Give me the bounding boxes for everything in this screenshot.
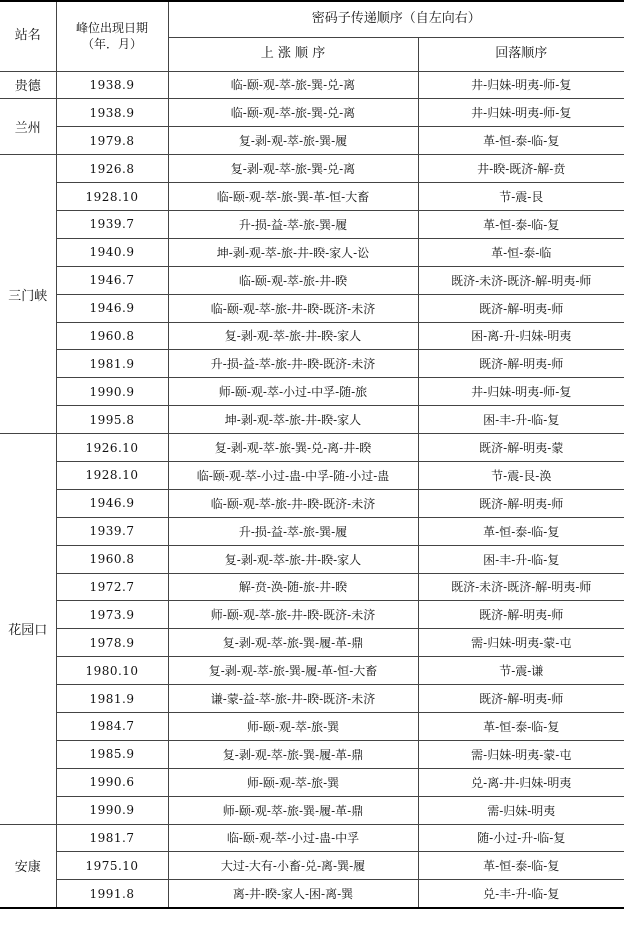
peak-date-cell: 1981.9 [56, 350, 168, 378]
peak-date-cell: 1939.7 [56, 210, 168, 238]
falling-order-cell: 需-归妹-明夷-蒙-屯 [418, 740, 624, 768]
table-row [0, 712, 624, 740]
falling-order-cell: 井-睽-既济-解-贲 [418, 155, 624, 183]
rising-order-cell: 临-颐-观-萃-旅-巽-革-恒-大畜 [168, 183, 418, 211]
falling-order-cell: 需-归妹-明夷-蒙-屯 [418, 629, 624, 657]
table-row [0, 406, 624, 434]
falling-order-cell: 兑-离-井-归妹-明夷 [418, 768, 624, 796]
table-row [0, 880, 624, 908]
rising-order-cell: 坤-剥-观-萃-旅-井-睽-家人-讼 [168, 238, 418, 266]
rising-order-cell: 解-贲-涣-随-旅-井-睽 [168, 573, 418, 601]
falling-order-cell: 既济-解-明夷-师 [418, 294, 624, 322]
station-name-cell: 三门峡 [0, 155, 56, 434]
peak-date-cell: 1940.9 [56, 238, 168, 266]
falling-order-cell: 兑-丰-升-临-复 [418, 880, 624, 908]
peak-date-cell: 1939.7 [56, 517, 168, 545]
rising-order-cell: 临-颐-观-萃-旅-井-睽 [168, 266, 418, 294]
table-row [0, 852, 624, 880]
rising-order-cell: 临-颐-观-萃-小过-蛊-中孚 [168, 824, 418, 852]
table-row [0, 99, 624, 127]
peak-date-cell: 1926.10 [56, 434, 168, 462]
rising-order-cell: 临-颐-观-萃-旅-井-睽-既济-未济 [168, 489, 418, 517]
falling-order-cell: 革-恒-泰-临-复 [418, 210, 624, 238]
header-sequence-group: 密码子传递顺序（自左向右） [168, 1, 624, 37]
rising-order-cell: 坤-剥-观-萃-旅-井-睽-家人 [168, 406, 418, 434]
table-row [0, 434, 624, 462]
table-row [0, 461, 624, 489]
peak-date-cell: 1985.9 [56, 740, 168, 768]
table-row [0, 629, 624, 657]
peak-date-cell: 1960.8 [56, 545, 168, 573]
table-row [0, 294, 624, 322]
falling-order-cell: 既济-解-明夷-蒙 [418, 434, 624, 462]
falling-order-cell: 井-归妹-明夷-师-复 [418, 378, 624, 406]
peak-date-cell: 1990.6 [56, 768, 168, 796]
peak-date-cell: 1980.10 [56, 657, 168, 685]
falling-order-cell: 井-归妹-明夷-师-复 [418, 71, 624, 99]
falling-order-cell: 革-恒-泰-临-复 [418, 517, 624, 545]
falling-order-cell: 需-归妹-明夷 [418, 796, 624, 824]
table-row [0, 657, 624, 685]
falling-order-cell: 既济-未济-既济-解-明夷-师 [418, 573, 624, 601]
falling-order-cell: 革-恒-泰-临 [418, 238, 624, 266]
falling-order-cell: 革-恒-泰-临-复 [418, 852, 624, 880]
rising-order-cell: 师-颐-观-萃-旅-井-睽-既济-未济 [168, 601, 418, 629]
table-row [0, 768, 624, 796]
falling-order-cell: 既济-未济-既济-解-明夷-师 [418, 266, 624, 294]
falling-order-cell: 革-恒-泰-临-复 [418, 712, 624, 740]
rising-order-cell: 师-颐-观-萃-旅-巽 [168, 768, 418, 796]
header-falling-order: 回落顺序 [418, 37, 624, 71]
peak-date-cell: 1991.8 [56, 880, 168, 908]
peak-date-cell: 1979.8 [56, 127, 168, 155]
peak-date-cell: 1926.8 [56, 155, 168, 183]
table-row [0, 378, 624, 406]
table-row [0, 489, 624, 517]
table-row [0, 573, 624, 601]
table-row [0, 601, 624, 629]
peak-date-cell: 1978.9 [56, 629, 168, 657]
table-row [0, 350, 624, 378]
table-row [0, 796, 624, 824]
peak-date-cell: 1938.9 [56, 99, 168, 127]
table-row [0, 824, 624, 852]
falling-order-cell: 井-归妹-明夷-师-复 [418, 99, 624, 127]
peak-date-cell: 1975.10 [56, 852, 168, 880]
header-peak-date-line2: （年．月） [81, 37, 142, 52]
falling-order-cell: 困-离-升-归妹-明夷 [418, 322, 624, 350]
peak-date-cell: 1928.10 [56, 461, 168, 489]
rising-order-cell: 升-损-益-萃-旅-井-睽-既济-未济 [168, 350, 418, 378]
falling-order-cell: 节-震-艮-涣 [418, 461, 624, 489]
rising-order-cell: 复-剥-观-萃-旅-巽-履-革-鼎 [168, 629, 418, 657]
station-name-cell: 花园口 [0, 434, 56, 824]
rising-order-cell: 临-颐-观-萃-小过-蛊-中孚-随-小过-蛊 [168, 461, 418, 489]
rising-order-cell: 复-剥-观-萃-旅-井-睽-家人 [168, 545, 418, 573]
rising-order-cell: 升-损-益-萃-旅-巽-履 [168, 517, 418, 545]
falling-order-cell: 困-丰-升-临-复 [418, 406, 624, 434]
rising-order-cell: 临-颐-观-萃-旅-井-睽-既济-未济 [168, 294, 418, 322]
table-row [0, 155, 624, 183]
rising-order-cell: 师-颐-观-萃-旅-巽 [168, 712, 418, 740]
station-name-cell: 安康 [0, 824, 56, 908]
rising-order-cell: 师-颐-观-萃-旅-巽-履-革-鼎 [168, 796, 418, 824]
peak-date-cell: 1946.7 [56, 266, 168, 294]
station-name-cell: 贵德 [0, 71, 56, 99]
rising-order-cell: 复-剥-观-萃-旅-巽-履-革-恒-大畜 [168, 657, 418, 685]
rising-order-cell: 大过-大有-小畜-兑-离-巽-履 [168, 852, 418, 880]
rising-order-cell: 复-剥-观-萃-旅-巽-兑-离 [168, 155, 418, 183]
table-row [0, 183, 624, 211]
peak-date-cell: 1973.9 [56, 601, 168, 629]
falling-order-cell: 既济-解-明夷-师 [418, 350, 624, 378]
table-row [0, 266, 624, 294]
table-row [0, 238, 624, 266]
peak-date-cell: 1981.7 [56, 824, 168, 852]
rising-order-cell: 离-井-睽-家人-困-离-巽 [168, 880, 418, 908]
rising-order-cell: 临-颐-观-萃-旅-巽-兑-离 [168, 99, 418, 127]
header-peak-date-line1: 峰位出现日期 [75, 21, 148, 36]
table-row [0, 545, 624, 573]
rising-order-cell: 复-剥-观-萃-旅-井-睽-家人 [168, 322, 418, 350]
falling-order-cell: 节-震-艮 [418, 183, 624, 211]
falling-order-cell: 随-小过-升-临-复 [418, 824, 624, 852]
peak-date-cell: 1928.10 [56, 183, 168, 211]
header-peak-date [56, 1, 168, 71]
table-row [0, 685, 624, 713]
peak-date-cell: 1946.9 [56, 294, 168, 322]
rising-order-cell: 临-颐-观-萃-旅-巽-兑-离 [168, 71, 418, 99]
falling-order-cell: 节-震-谦 [418, 657, 624, 685]
rising-order-cell: 复-剥-观-萃-旅-巽-履-革-鼎 [168, 740, 418, 768]
falling-order-cell: 既济-解-明夷-师 [418, 601, 624, 629]
peak-date-cell: 1995.8 [56, 406, 168, 434]
peak-date-cell: 1972.7 [56, 573, 168, 601]
header-rising-order: 上 涨 顺 序 [168, 37, 418, 71]
falling-order-cell: 革-恒-泰-临-复 [418, 127, 624, 155]
peak-date-cell: 1960.8 [56, 322, 168, 350]
table-row [0, 517, 624, 545]
falling-order-cell: 困-丰-升-临-复 [418, 545, 624, 573]
table-row [0, 322, 624, 350]
table-row [0, 71, 624, 99]
falling-order-cell: 既济-解-明夷-师 [418, 489, 624, 517]
table-body [0, 71, 624, 908]
station-name-cell: 兰州 [0, 99, 56, 155]
rising-order-cell: 谦-蒙-益-萃-旅-井-睽-既济-未济 [168, 685, 418, 713]
rising-order-cell: 复-剥-观-萃-旅-巽-履 [168, 127, 418, 155]
table-row [0, 127, 624, 155]
peak-date-cell: 1990.9 [56, 378, 168, 406]
table-row [0, 210, 624, 238]
falling-order-cell: 既济-解-明夷-师 [418, 685, 624, 713]
peak-date-cell: 1946.9 [56, 489, 168, 517]
rising-order-cell: 师-颐-观-萃-小过-中孚-随-旅 [168, 378, 418, 406]
peak-date-cell: 1984.7 [56, 712, 168, 740]
rising-order-cell: 复-剥-观-萃-旅-巽-兑-离-井-睽 [168, 434, 418, 462]
peak-date-cell: 1938.9 [56, 71, 168, 99]
table-row [0, 740, 624, 768]
peak-date-cell: 1981.9 [56, 685, 168, 713]
rising-order-cell: 升-损-益-萃-旅-巽-履 [168, 210, 418, 238]
header-station: 站名 [0, 1, 56, 71]
peak-date-cell: 1990.9 [56, 796, 168, 824]
